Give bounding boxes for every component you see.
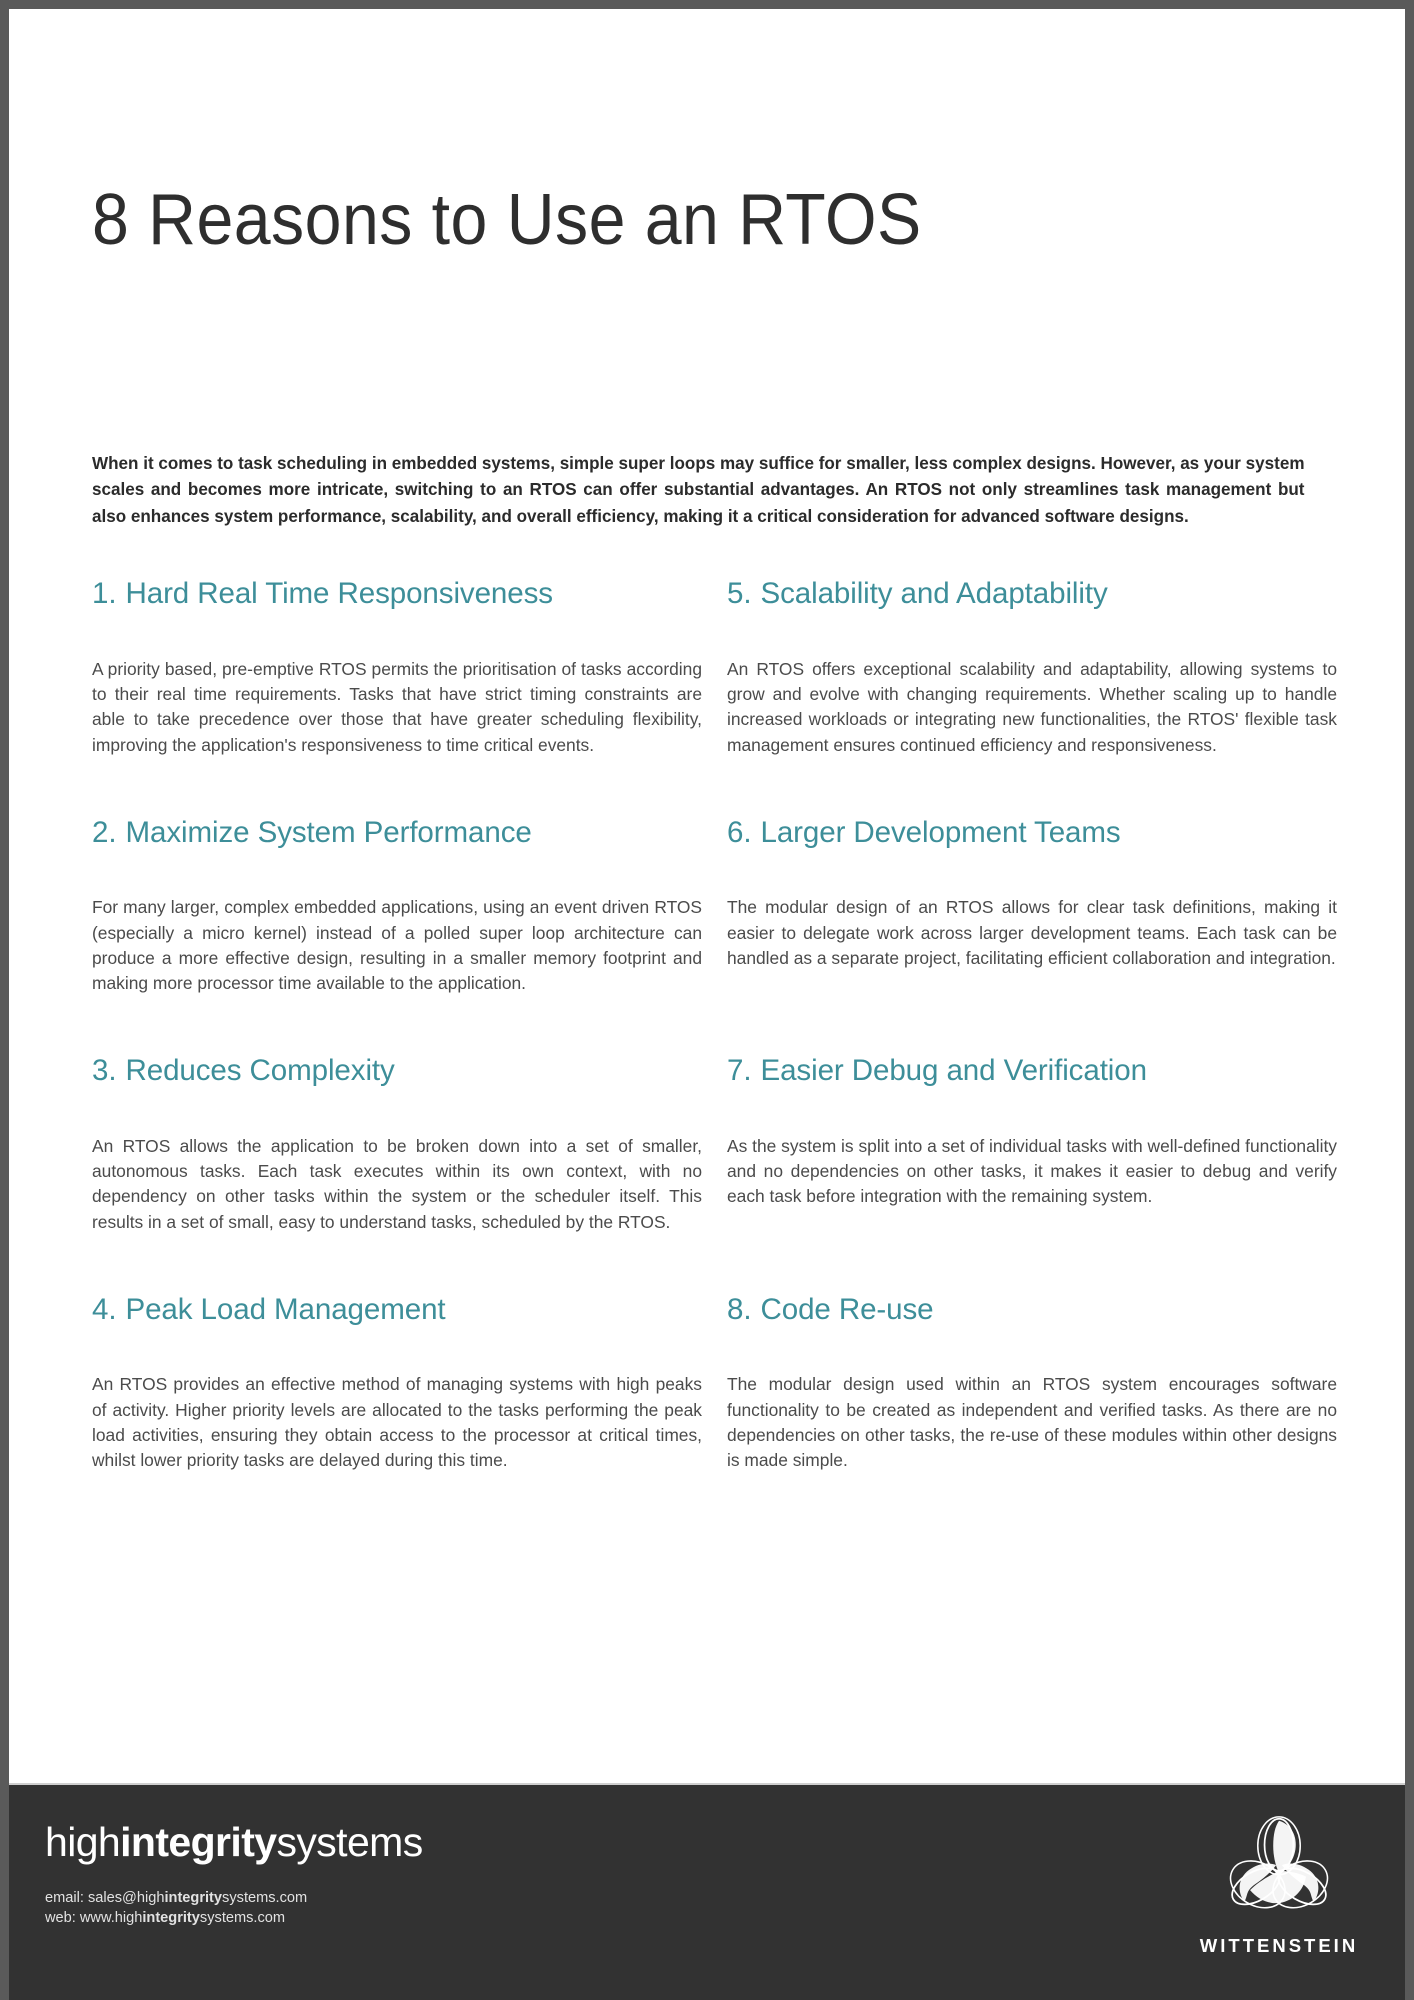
reason-item-7 bbox=[727, 1052, 1337, 1284]
contact-email-row[interactable] bbox=[45, 1888, 423, 1908]
reason-heading-7 bbox=[727, 1052, 1328, 1090]
reason-number-1: 1. bbox=[92, 577, 117, 611]
reason-title-8: Code Re-use bbox=[760, 1292, 934, 1326]
document-page bbox=[9, 9, 1405, 2000]
reason-number-6: 6. bbox=[727, 815, 752, 849]
reason-item-3 bbox=[92, 1052, 702, 1284]
reason-title-5: Scalability and Adaptability bbox=[760, 577, 1108, 611]
reason-body-1: A priority based, pre-emptive RTOS permits the prioritisation of tasks according to their real time requirements. Tasks that have strict timing constraints are able to take precedence over those that have greater scheduling flexibility, improving the application's responsiveness to time critical events. bbox=[92, 658, 702, 755]
reasons-grid bbox=[92, 529, 1342, 1529]
brand-part-integrity: integrity bbox=[120, 1819, 277, 1865]
trefoil-ring-logo-icon bbox=[1221, 1813, 1337, 1921]
reason-item-5 bbox=[727, 575, 1337, 807]
reason-number-2: 2. bbox=[92, 815, 117, 849]
intro-paragraph: When it comes to task scheduling in embedded systems, simple super loops may suffice for smaller, less complex designs. However, as your system scales and becomes more intricate, switching to an RTOS can offer substantial advantages. An RTOS not only streamlines task management but also enhances system performance, scalability, and overall efficiency, making it a critical consideration for advanced software designs. bbox=[92, 453, 1305, 526]
contact-web-suffix: systems.com bbox=[199, 1910, 286, 1927]
reason-number-8: 8. bbox=[727, 1292, 752, 1326]
reason-title-3: Reduces Complexity bbox=[125, 1054, 395, 1088]
reason-heading-6 bbox=[727, 814, 1328, 852]
footer-contact-block bbox=[45, 1888, 423, 1928]
title-block bbox=[9, 9, 1405, 260]
reason-item-1 bbox=[92, 575, 702, 807]
page-title: 8 Reasons to Use an RTOS bbox=[92, 180, 922, 260]
contact-email-suffix: systems.com bbox=[222, 1890, 308, 1906]
reason-item-6 bbox=[727, 814, 1337, 1046]
reason-title-2: Maximize System Performance bbox=[125, 815, 532, 849]
page-footer bbox=[9, 1783, 1405, 2000]
contact-web-bold: integrity bbox=[142, 1910, 200, 1927]
brand-part-high: high bbox=[45, 1819, 121, 1865]
reason-heading-8 bbox=[727, 1291, 1328, 1329]
reason-item-4 bbox=[92, 1291, 702, 1523]
reason-body-5: An RTOS offers exceptional scalability and adaptability, allowing systems to grow and evolve with changing requirements. Whether scaling up to handle increased workloads or integrating new functionalities, the RTOS' flexible task management ensures continued efficiency and responsiveness. bbox=[727, 658, 1337, 755]
footer-brand-block bbox=[45, 1819, 423, 1928]
reason-title-7: Easier Debug and Verification bbox=[760, 1054, 1147, 1088]
contact-web-prefix: web: www.high bbox=[45, 1910, 143, 1927]
reason-body-3: An RTOS allows the application to be broken down into a set of smaller, autonomous tasks. Each task executes within its own context, with no dependency on other tasks within the system or the scheduler itself. This results in a set of small, easy to understand tasks, scheduled by the RTOS. bbox=[92, 1135, 702, 1232]
reason-number-5: 5. bbox=[727, 577, 752, 611]
brand-logo-wordmark bbox=[45, 1819, 423, 1865]
reason-title-1: Hard Real Time Responsiveness bbox=[125, 577, 553, 611]
reason-number-3: 3. bbox=[92, 1054, 117, 1088]
reason-number-7: 7. bbox=[727, 1054, 752, 1088]
reason-heading-5 bbox=[727, 575, 1328, 613]
reason-title-6: Larger Development Teams bbox=[760, 815, 1121, 849]
reason-title-4: Peak Load Management bbox=[125, 1292, 446, 1326]
reason-body-7: As the system is split into a set of individual tasks with well-defined functionality and no dependencies on other tasks, it makes it easier to debug and verify each task before integration with the remaining system. bbox=[727, 1135, 1337, 1207]
reason-body-8: The modular design used within an RTOS system encourages software functionality to be created as independent and verified tasks. As there are no dependencies on other tasks, the re-use of these modules within other designs is made simple. bbox=[727, 1374, 1337, 1471]
reason-body-2: For many larger, complex embedded applications, using an event driven RTOS (especially a micro kernel) instead of a polled super loop architecture can produce a more effective design, resulting in a smaller memory footprint and making more processor time available to the application. bbox=[92, 897, 702, 994]
reason-item-8 bbox=[727, 1291, 1337, 1523]
reason-body-4: An RTOS provides an effective method of managing systems with high peaks of activity. Higher priority levels are allocated to the tasks performing the peak load activities, ensuring they obtain access to the processor at critical times, whilst lower priority tasks are delayed during this time. bbox=[92, 1374, 702, 1471]
contact-web-row[interactable] bbox=[45, 1908, 423, 1928]
reason-number-4: 4. bbox=[92, 1292, 117, 1326]
footer-partner-block bbox=[1195, 1813, 1363, 1957]
reason-body-6: The modular design of an RTOS allows for clear task definitions, making it easier to delegate work across larger development teams. Each task can be handled as a separate project, facilitating efficient collaboration and integration. bbox=[727, 897, 1337, 968]
reason-heading-2 bbox=[92, 814, 693, 852]
partner-name-label: WITTENSTEIN bbox=[1199, 1935, 1359, 1956]
reason-heading-4 bbox=[92, 1291, 693, 1329]
contact-email-prefix: email: sales@high bbox=[45, 1890, 165, 1906]
reason-item-2 bbox=[92, 814, 702, 1046]
contact-email-bold: integrity bbox=[164, 1890, 223, 1906]
reason-heading-3 bbox=[92, 1052, 693, 1090]
reason-heading-1 bbox=[92, 575, 693, 613]
brand-part-systems: systems bbox=[276, 1819, 423, 1865]
